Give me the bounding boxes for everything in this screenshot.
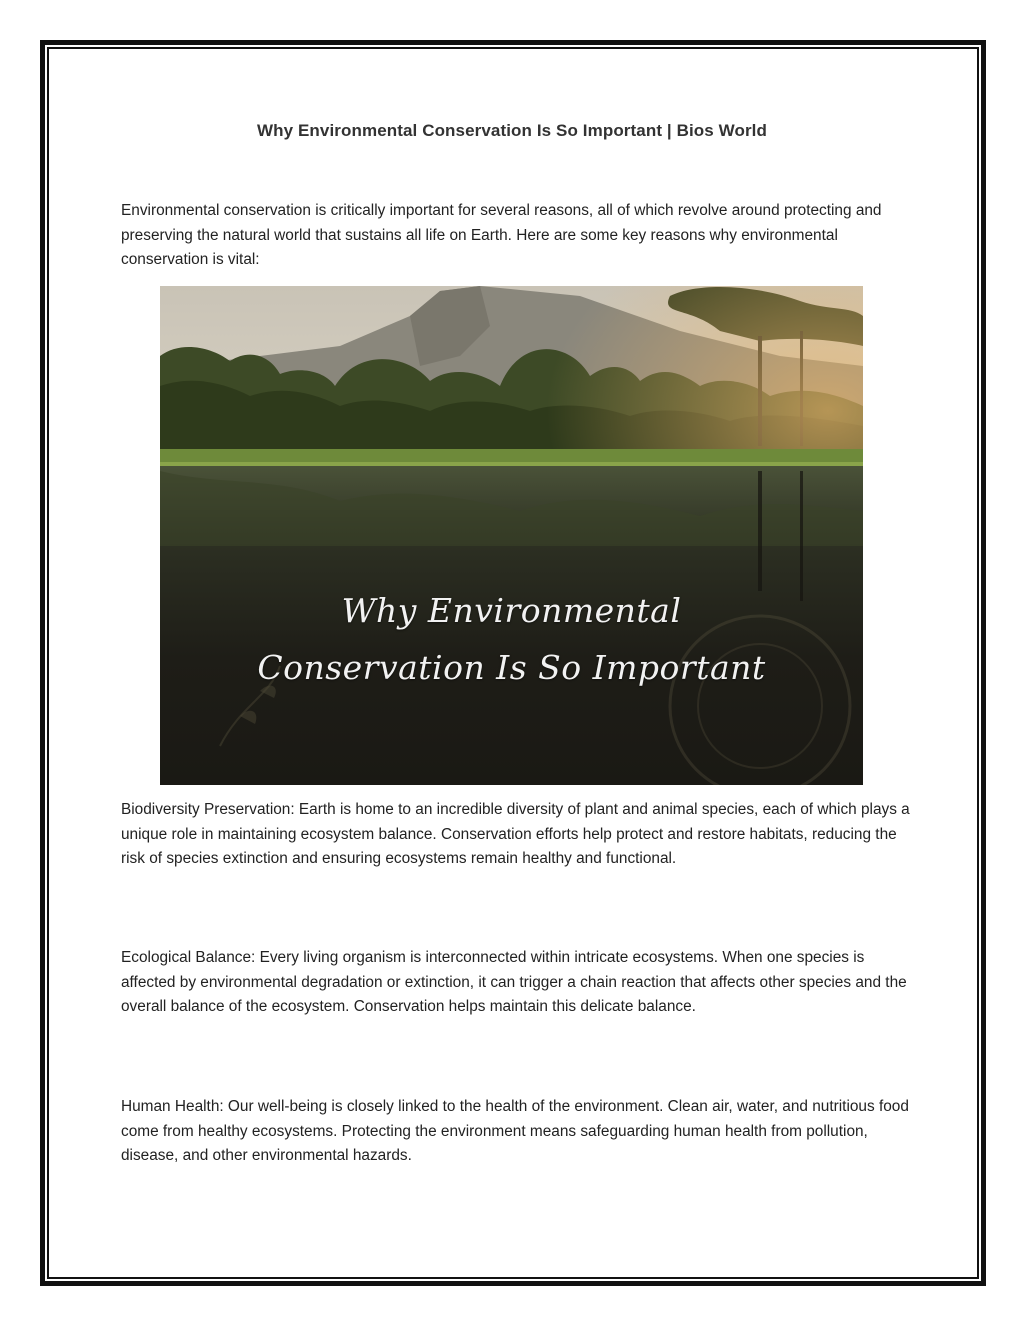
section-ecological-balance: Ecological Balance: Every living organism is interconnected within intricate ecosystems. When one species is affected by environmental degradation or extinction, it can trigger a chain reaction that affects other species and the overall balance of the ecosystem. Conservation helps maintain this delicate balance.: [121, 949, 907, 1015]
page-title: Why Environmental Conservation Is So Important | Bios World: [256, 121, 767, 140]
hero-image: [160, 286, 863, 785]
intro-paragraph: Environmental conservation is critically important for several reasons, all of which revolve around protecting and preserving the natural world that sustains all life on Earth. Here are some key reasons why environmental conservation is vital:: [121, 202, 882, 268]
hero-caption-line1: Why Environmental: [341, 591, 682, 630]
section-biodiversity: Biodiversity Preservation: Earth is home to an incredible diversity of plant and animal species, each of which plays a unique role in maintaining ecosystem balance. Conservation efforts help protect and restore habitats, reducing the risk of species extinction and ensuring ecosystems remain healthy and functional.: [121, 801, 910, 867]
section-human-health: Human Health: Our well-being is closely linked to the health of the environment. Clean air, water, and nutritious food come from healthy ecosystems. Protecting the environment means safeguarding human health from pollution, disease, and other environmental hazards.: [121, 1098, 909, 1164]
landscape-illustration: [160, 286, 863, 785]
hero-caption-line2: Conservation Is So Important: [257, 648, 766, 687]
